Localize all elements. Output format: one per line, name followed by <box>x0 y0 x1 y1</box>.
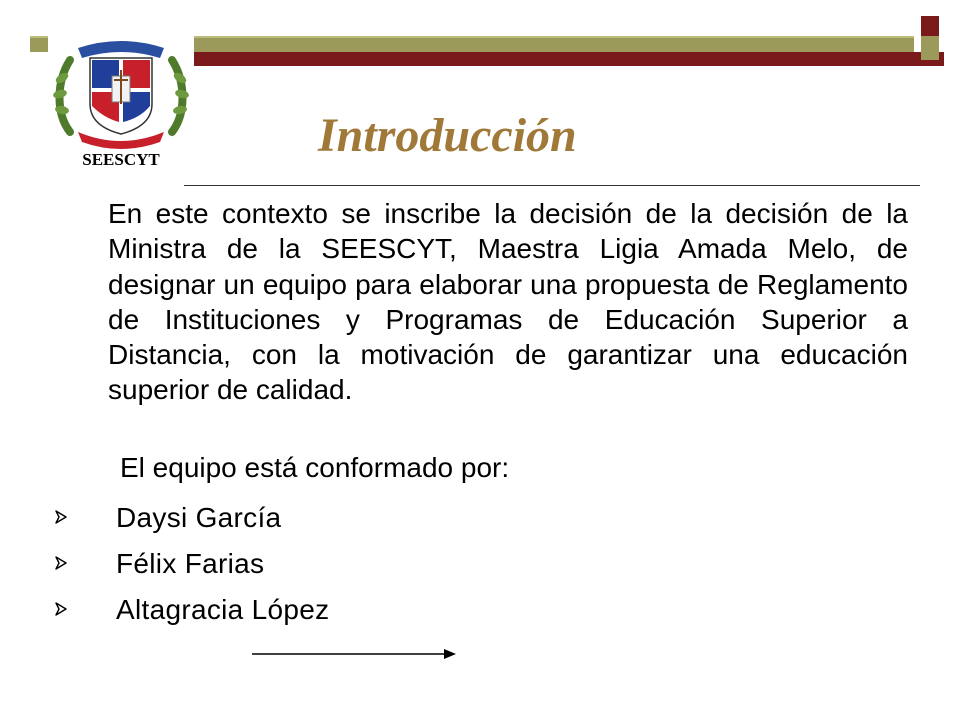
arrowhead-bullet-icon <box>54 556 68 570</box>
member-name: Félix Farias <box>116 548 265 579</box>
title-divider <box>184 185 920 186</box>
corner-maroon-block <box>921 16 939 36</box>
intro-paragraph: En este contexto se inscribe la decisión de la decisión de la Ministra de la SEESCYT, Maestra Ligia Amada Melo, de designar un equipo para elaborar una propuesta de Reglamento de Instituciones y Programas de Educación Superior a Distancia, con la motivación de garantizar una educación superior de calidad. <box>108 198 908 406</box>
team-intro-text: El equipo está conformado por: <box>120 452 510 483</box>
corner-olive-block <box>921 36 939 60</box>
member-name: Daysi García <box>116 502 282 533</box>
arrowhead-bullet-icon <box>54 510 68 524</box>
coat-of-arms-icon <box>48 34 194 150</box>
seescyt-logo <box>48 34 194 174</box>
logo-caption: SEESCYT <box>82 150 160 169</box>
arrowhead-bullet-icon <box>54 602 68 616</box>
slide-title: Introducción <box>318 109 577 162</box>
right-arrow-icon <box>252 646 458 662</box>
member-name: Altagracia López <box>116 594 330 625</box>
